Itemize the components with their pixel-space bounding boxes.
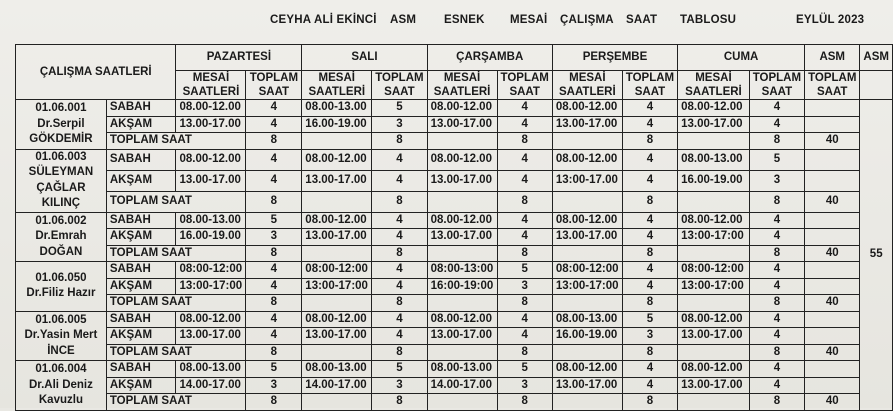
day-total-cell: 8	[622, 295, 677, 312]
day-total-cell: 8	[749, 394, 804, 411]
mesai-cell: 13.00-17.00	[302, 170, 372, 191]
mesai-cell: 08.00-12.00	[176, 149, 246, 170]
mesai-cell: 08.00-12.00	[678, 212, 750, 229]
mesai-cell: 13.00-17.00	[552, 116, 622, 133]
header-toplam-saat	[246, 71, 302, 100]
mesai-cell-empty	[678, 191, 750, 212]
toplam-cell: 4	[372, 170, 427, 191]
toplam-cell: 4	[246, 278, 302, 295]
header-mesai-saatleri	[552, 71, 622, 100]
title-part-6: ÇALIŞMA	[560, 14, 614, 26]
row-label: SABAH	[106, 149, 176, 170]
toplam-cell: 4	[372, 229, 427, 246]
mesai-cell: 08.00-12.00	[552, 212, 622, 229]
header-mesai-saatleri	[427, 71, 497, 100]
staff-name: 01.06.003 SÜLEYMAN ÇAĞLAR KILINÇ	[16, 149, 107, 212]
mesai-cell: 13:00-17:00	[678, 229, 750, 246]
mesai-cell: 08.00-12.00	[302, 212, 372, 229]
toplam-cell: 4	[497, 170, 552, 191]
asm-toplam-cell	[805, 116, 860, 133]
toplam-cell: 4	[622, 212, 677, 229]
mesai-cell: 08.00-13.00	[678, 149, 750, 170]
toplam-cell: 4	[372, 262, 427, 279]
mesai-cell-empty	[427, 295, 497, 312]
header-day-carsamba: ÇARŞAMBA	[427, 45, 552, 71]
title-period: EYLÜL 2023	[796, 14, 865, 26]
mesai-cell: 16.00-19.00	[552, 328, 622, 345]
asm-toplam-cell	[805, 377, 860, 394]
table-row	[16, 262, 893, 279]
row-label-toplam: TOPLAM SAAT	[106, 295, 246, 312]
mesai-cell: 08.00-12.00	[427, 212, 497, 229]
title-part-7: SAAT	[626, 14, 658, 26]
mesai-cell-empty	[678, 133, 750, 150]
toplam-cell: 3	[497, 278, 552, 295]
table-row	[16, 170, 893, 191]
title-part-4: ESNEK	[444, 14, 485, 26]
asm-toplam-cell	[805, 212, 860, 229]
row-label-toplam: TOPLAM SAAT	[106, 245, 246, 262]
header-mesai-l1: MESAİ	[192, 72, 230, 84]
mesai-cell-empty	[678, 344, 750, 361]
mesai-cell: 13.00-17.00	[302, 229, 372, 246]
toplam-cell: 3	[246, 377, 302, 394]
day-total-cell: 8	[622, 133, 677, 150]
row-label: SABAH	[106, 262, 176, 279]
mesai-cell-empty	[552, 191, 622, 212]
day-total-cell: 8	[246, 245, 302, 262]
toplam-cell: 4	[749, 278, 804, 295]
toplam-cell: 3	[749, 170, 804, 191]
toplam-cell: 4	[749, 262, 804, 279]
row-label: AKŞAM	[106, 377, 176, 394]
mesai-cell: 13:00-17:00	[678, 278, 750, 295]
table-row	[16, 278, 893, 295]
asm-toplam-cell	[805, 311, 860, 328]
toplam-cell: 4	[372, 278, 427, 295]
toplam-cell: 4	[622, 100, 677, 117]
day-total-cell: 8	[749, 245, 804, 262]
day-total-cell: 8	[622, 191, 677, 212]
row-label: SABAH	[106, 100, 176, 117]
toplam-cell: 4	[497, 149, 552, 170]
toplam-cell: 4	[622, 170, 677, 191]
header-toplam-l2: SAAT	[817, 86, 848, 98]
mesai-cell: 16:00-19:00	[427, 278, 497, 295]
toplam-cell: 4	[622, 278, 677, 295]
toplam-cell: 5	[372, 361, 427, 378]
table-row	[16, 191, 893, 212]
mesai-cell-empty	[302, 133, 372, 150]
mesai-cell-empty	[427, 245, 497, 262]
header-mesai-l2: SAATLERİ	[182, 86, 240, 98]
toplam-cell: 5	[622, 311, 677, 328]
toplam-cell: 4	[497, 311, 552, 328]
header-asm: ASM	[805, 45, 860, 71]
title-part-5: MESAİ	[510, 14, 548, 26]
toplam-cell: 5	[246, 212, 302, 229]
day-total-cell: 8	[246, 133, 302, 150]
mesai-cell: 08.00-12.00	[176, 311, 246, 328]
mesai-cell: 14.00-17.00	[176, 377, 246, 394]
header-mesai-l2: SAATLERİ	[308, 86, 366, 98]
table-row	[16, 377, 893, 394]
day-total-cell: 8	[372, 394, 427, 411]
mesai-cell: 13:00-17.00	[552, 170, 622, 191]
mesai-cell: 13:00-17:00	[552, 278, 622, 295]
header-toplam-l1: TOPLAM	[752, 72, 802, 84]
toplam-cell: 4	[749, 116, 804, 133]
mesai-cell-empty	[427, 344, 497, 361]
header-toplam-l1: TOPLAM	[500, 72, 549, 84]
header-mesai-l1: MESAİ	[569, 72, 606, 84]
mesai-cell: 16.00-19.00	[176, 229, 246, 246]
day-total-cell: 8	[246, 344, 302, 361]
staff-name: 01.06.004 Dr.Ali Deniz Kavuzlu	[16, 361, 107, 411]
table-row	[16, 116, 893, 133]
toplam-cell: 4	[749, 361, 804, 378]
header-mesai-l2: SAATLERİ	[559, 86, 616, 98]
header-toplam-l2: SAAT	[761, 86, 793, 98]
mesai-cell: 08.00-13.00	[302, 100, 372, 117]
mesai-cell: 13.00-17.00	[427, 116, 497, 133]
header-mesai-saatleri	[678, 71, 750, 100]
row-label: AKŞAM	[106, 328, 176, 345]
toplam-cell: 4	[246, 262, 302, 279]
asm-toplam-cell: 40	[805, 295, 860, 312]
toplam-cell: 4	[622, 149, 677, 170]
mesai-cell-empty	[302, 191, 372, 212]
toplam-cell: 5	[497, 361, 552, 378]
header-mesai-saatleri	[176, 71, 246, 100]
table-row	[16, 311, 893, 328]
day-total-cell: 8	[749, 344, 804, 361]
day-total-cell: 8	[246, 394, 302, 411]
mesai-cell: 08.00-13.00	[427, 361, 497, 378]
mesai-cell: 08.00-12.00	[176, 100, 246, 117]
day-total-cell: 8	[497, 133, 552, 150]
mesai-cell: 08.00-12.00	[427, 100, 497, 117]
day-total-cell: 8	[497, 295, 552, 312]
header-day-sali: SALI	[302, 45, 427, 71]
day-total-cell: 8	[497, 245, 552, 262]
mesai-cell: 08:00-13:00	[427, 262, 497, 279]
title-part-1: CEYHA	[270, 14, 312, 26]
toplam-cell: 4	[246, 311, 302, 328]
toplam-cell: 3	[246, 229, 302, 246]
mesai-cell: 13.00-17.00	[176, 170, 246, 191]
mesai-cell: 13.00-17.00	[176, 116, 246, 133]
row-label: AKŞAM	[106, 229, 176, 246]
toplam-cell: 4	[622, 262, 677, 279]
mesai-cell: 08.00-12.00	[552, 361, 622, 378]
header-day-cuma: CUMA	[678, 45, 805, 71]
day-total-cell: 8	[497, 344, 552, 361]
header-toplam-l1: TOPLAM	[625, 72, 675, 84]
day-total-cell: 8	[497, 191, 552, 212]
table-row	[16, 212, 893, 229]
toplam-cell: 4	[246, 149, 302, 170]
asm-toplam-cell: 40	[805, 394, 860, 411]
asm-toplam-cell	[805, 229, 860, 246]
toplam-cell: 5	[497, 262, 552, 279]
day-total-cell: 8	[749, 191, 804, 212]
row-label: SABAH	[106, 361, 176, 378]
mesai-cell: 13.00-17.00	[552, 229, 622, 246]
mesai-cell: 08.00-12.00	[302, 149, 372, 170]
mesai-cell: 13:00-17:00	[176, 278, 246, 295]
toplam-cell: 4	[246, 170, 302, 191]
asm-toplam-cell: 40	[805, 344, 860, 361]
header-day-pazartesi: PAZARTESİ	[176, 45, 302, 71]
day-total-cell: 8	[497, 394, 552, 411]
schedule-body	[16, 100, 893, 411]
toplam-cell: 4	[372, 212, 427, 229]
day-total-cell: 8	[246, 295, 302, 312]
row-label-toplam: TOPLAM SAAT	[106, 133, 246, 150]
toplam-cell: 4	[622, 377, 677, 394]
header-asm-toplam-saat	[805, 71, 860, 100]
mesai-cell: 13.00-17.00	[427, 229, 497, 246]
table-row	[16, 361, 893, 378]
mesai-cell: 08.00-12.00	[678, 311, 750, 328]
header-toplam-l2: SAAT	[509, 86, 540, 98]
header-calisma-saatleri: ÇALIŞMA SAATLERİ	[16, 45, 176, 100]
mesai-cell-empty	[427, 191, 497, 212]
toplam-cell: 4	[622, 116, 677, 133]
mesai-cell: 13:00-17:00	[302, 278, 372, 295]
staff-name: 01.06.002 Dr.Emrah DOĞAN	[16, 212, 107, 262]
day-total-cell: 8	[372, 344, 427, 361]
header-asm-2: ASM	[860, 45, 893, 71]
title-part-2: ALİ EKİNCİ	[314, 14, 377, 26]
header-mesai-l1: MESAİ	[695, 72, 732, 84]
mesai-cell-empty	[427, 133, 497, 150]
day-total-cell: 8	[372, 133, 427, 150]
mesai-cell-empty	[552, 133, 622, 150]
day-total-cell: 8	[749, 295, 804, 312]
mesai-cell-empty	[552, 295, 622, 312]
toplam-cell: 4	[497, 116, 552, 133]
row-label-toplam: TOPLAM SAAT	[106, 394, 246, 411]
title-part-8: TABLOSU	[680, 14, 737, 26]
toplam-cell: 3	[372, 377, 427, 394]
row-label-toplam: TOPLAM SAAT	[106, 344, 246, 361]
header-mesai-l2: SAATLERİ	[685, 86, 742, 98]
header-asm-2-blank	[860, 71, 893, 100]
mesai-cell: 08:00-12:00	[302, 262, 372, 279]
mesai-cell: 13.00-17.00	[678, 377, 750, 394]
toplam-cell: 4	[749, 100, 804, 117]
mesai-cell: 16.00-19.00	[678, 170, 750, 191]
mesai-cell: 08:00-12:00	[552, 262, 622, 279]
day-total-cell: 8	[372, 245, 427, 262]
day-total-cell: 8	[622, 394, 677, 411]
header-mesai-l1: MESAİ	[318, 72, 355, 84]
mesai-cell: 13.00-17.00	[302, 328, 372, 345]
row-label-toplam: TOPLAM SAAT	[106, 191, 246, 212]
mesai-cell: 08.00-12.00	[678, 100, 750, 117]
mesai-cell: 08.00-12.00	[552, 100, 622, 117]
mesai-cell: 13.00-17.00	[427, 170, 497, 191]
table-row	[16, 328, 893, 345]
mesai-cell: 08.00-12.00	[427, 311, 497, 328]
header-toplam-saat	[372, 71, 427, 100]
mesai-cell-empty	[302, 245, 372, 262]
asm-toplam-cell	[805, 149, 860, 170]
mesai-cell: 13.00-17.00	[678, 328, 750, 345]
row-label: SABAH	[106, 212, 176, 229]
toplam-cell: 4	[246, 100, 302, 117]
toplam-cell: 4	[749, 212, 804, 229]
asm-toplam-cell	[805, 361, 860, 378]
toplam-cell: 5	[372, 100, 427, 117]
asm-toplam-cell	[805, 100, 860, 117]
header-toplam-saat	[497, 71, 552, 100]
toplam-cell: 4	[246, 116, 302, 133]
schedule-table	[15, 44, 893, 411]
title-row	[270, 14, 873, 30]
toplam-cell: 4	[372, 311, 427, 328]
toplam-cell: 4	[497, 328, 552, 345]
header-toplam-saat	[622, 71, 677, 100]
toplam-cell: 4	[497, 100, 552, 117]
asm-toplam-cell	[805, 170, 860, 191]
table-row	[16, 245, 893, 262]
mesai-cell: 08.00-13.00	[176, 212, 246, 229]
day-total-cell: 8	[622, 344, 677, 361]
toplam-cell: 4	[372, 328, 427, 345]
toplam-cell: 4	[749, 229, 804, 246]
day-total-cell: 8	[246, 191, 302, 212]
header-mesai-saatleri	[302, 71, 372, 100]
table-row	[16, 295, 893, 312]
header-toplam-l1: TOPLAM	[808, 72, 857, 84]
header-toplam-l2: SAAT	[634, 86, 666, 98]
toplam-cell: 4	[622, 229, 677, 246]
header-row-days	[16, 45, 893, 71]
table-row	[16, 344, 893, 361]
toplam-cell: 5	[749, 149, 804, 170]
header-mesai-l1: MESAİ	[443, 72, 481, 84]
toplam-cell: 4	[372, 149, 427, 170]
mesai-cell-empty	[302, 295, 372, 312]
mesai-cell: 08.00-12.00	[302, 311, 372, 328]
header-day-persembe: PERŞEMBE	[552, 45, 677, 71]
mesai-cell: 08.00-12.00	[552, 149, 622, 170]
mesai-cell: 08.00-12.00	[678, 361, 750, 378]
mesai-cell: 08:00-12:00	[176, 262, 246, 279]
mesai-cell: 13.00-17.00	[552, 377, 622, 394]
asm-toplam-cell	[805, 328, 860, 345]
toplam-cell: 4	[497, 212, 552, 229]
mesai-cell-empty	[678, 245, 750, 262]
day-total-cell: 8	[749, 133, 804, 150]
toplam-cell: 4	[622, 361, 677, 378]
mesai-cell: 08.00-13.00	[302, 361, 372, 378]
mesai-cell: 08.00-13.00	[176, 361, 246, 378]
asm-toplam-cell	[805, 278, 860, 295]
mesai-cell-empty	[678, 295, 750, 312]
asm-toplam-cell: 40	[805, 133, 860, 150]
mesai-cell: 14.00-17.00	[302, 377, 372, 394]
table-row	[16, 149, 893, 170]
mesai-cell: 08.00-13.00	[552, 311, 622, 328]
staff-name: 01.06.005 Dr.Yasin Mert İNCE	[16, 311, 107, 361]
mesai-cell-empty	[552, 245, 622, 262]
mesai-cell-empty	[552, 344, 622, 361]
toplam-cell: 3	[622, 328, 677, 345]
asm-toplam-cell: 40	[805, 245, 860, 262]
toplam-cell: 4	[246, 328, 302, 345]
mesai-cell: 16.00-19.00	[302, 116, 372, 133]
mesai-cell-empty	[302, 344, 372, 361]
mesai-cell: 08:00-12:00	[678, 262, 750, 279]
header-toplam-l1: TOPLAM	[375, 72, 424, 84]
mesai-cell: 14.00-17.00	[427, 377, 497, 394]
header-mesai-l2: SAATLERİ	[433, 86, 491, 98]
asm-toplam-cell: 40	[805, 191, 860, 212]
title-part-3: ASM	[390, 14, 417, 26]
row-label: AKŞAM	[106, 278, 176, 295]
header-toplam-saat	[749, 71, 804, 100]
staff-name: 01.06.001 Dr.Serpil GÖKDEMİR	[16, 100, 107, 150]
toplam-cell: 4	[497, 229, 552, 246]
row-label: AKŞAM	[106, 170, 176, 191]
table-row	[16, 229, 893, 246]
day-total-cell: 8	[372, 191, 427, 212]
mesai-cell: 13.00-17.00	[678, 116, 750, 133]
header-toplam-l1: TOPLAM	[249, 72, 299, 84]
toplam-cell: 3	[372, 116, 427, 133]
mesai-cell: 08.00-12.00	[427, 149, 497, 170]
day-total-cell: 8	[622, 245, 677, 262]
day-total-cell: 8	[372, 295, 427, 312]
table-row	[16, 133, 893, 150]
toplam-cell: 5	[246, 361, 302, 378]
toplam-cell: 4	[749, 377, 804, 394]
toplam-cell: 3	[497, 377, 552, 394]
asm-toplam-cell	[805, 262, 860, 279]
row-label: AKŞAM	[106, 116, 176, 133]
table-row	[16, 100, 893, 117]
staff-name: 01.06.050 Dr.Filiz Hazır	[16, 262, 107, 312]
mesai-cell: 13.00-17.00	[176, 328, 246, 345]
toplam-cell: 4	[749, 311, 804, 328]
mesai-cell: 13.00-17.00	[427, 328, 497, 345]
asm-grand-total: 55	[860, 100, 893, 411]
row-label: SABAH	[106, 311, 176, 328]
header-toplam-l2: SAAT	[384, 86, 415, 98]
toplam-cell: 4	[749, 328, 804, 345]
header-toplam-l2: SAAT	[258, 86, 290, 98]
